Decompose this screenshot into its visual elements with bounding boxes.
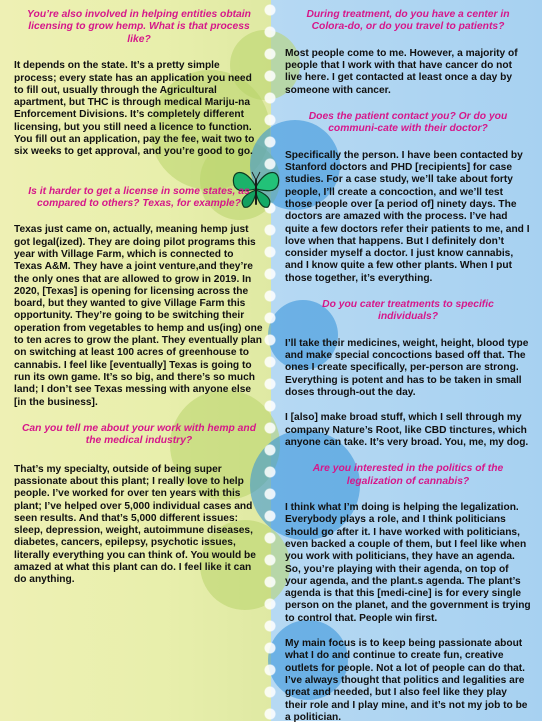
- question-specific-treatments: Do you cater treatments to specific individuals?: [322, 299, 494, 323]
- answer-treatment-center: Most people come to me. However, a majority of people that I work with that have cancer do not live here. I get contacted at least once a day by someone with cancer.: [285, 47, 518, 96]
- question-patient-contact: Does the patient contact you? Or do you communi-cate with their doctor?: [308, 111, 508, 135]
- question-politics: Are you interested in the politics of the legalization of cannabis?: [312, 463, 504, 487]
- question-treatment-center: During treatment, do you have a center in Colora-do, or do you travel to patients?: [306, 9, 510, 33]
- dotted-divider: [262, 0, 278, 721]
- answer-specific-treatments-1: I’ll take their medicines, weight, height, blood type and make special concoctions based off that. The ones I create specifically, per-person are strong. Everything is potent and has to be taken in small doses through-out the day.: [285, 337, 529, 399]
- answer-politics-2: My main focus is to keep being passionate about what I do and continue to create fun, creative outlets for people. Not a lot of people can do that. I’ve always thought that politics and legalities are great and needed, but I also feel like they play their role and I play mine, and it’s not my job to be a politician.: [285, 638, 528, 723]
- question-licensing: You’re also involved in helping entities obtain licensing to grow hemp. What is that process like?: [27, 9, 251, 45]
- answer-license-states: Texas just came on, actually, meaning hemp just got legal(ized). They are doing pilot programs this year with Village Farm, which is connected to Texas A&M. They have a joint venture,and they’re the only ones that are allowed to grow in 2019. In 2020, [Texas] is opening for licensing across the board, but they wanted to give Village Farm this opportunity. They’re going to be switching their operation from vegetables to hemp and us(ing) one to ten acres to grow the plant. They eventually plan on switching at least 100 acres of greenhouse to cannabis. I feel like [eventually] Texas is going to run its own game. It’s so big, and there’s so much land; I don’t see Texas messing with anyone else [in the business].: [14, 224, 263, 408]
- answer-patient-contact: Specifically the person. I have been contacted by Stanford doctors and PHD [recipients] for case studies. For a case study, we’ll take about forty people, I’ll create a concoction, and we’ll test those people over [a period of] ninety days. The doctors are amazed with the process. I’ve had quite a few doctors refer their patients to me, and I love when that happens. But I definitely don’t consider myself a doctor. I just know cannabis, and I know quite a few other plants. When I put those together, it’s everything.: [285, 149, 530, 284]
- answer-licensing: It depends on the state. It’s a pretty simple process; every state has an application you need to fill out, usually through the Agricultural apartment, but THC is through medical Mariju-na Enforcement Divisions. It’s completely different licensing, but you still need a licence to function. You fill out an application, pay the fee, wait two to six weeks to get approval, and you’re good to go.: [14, 60, 255, 158]
- left-column: [14, 0, 264, 587]
- question-license-states: Is it harder to get a license in some states, as compared to others? Texas, for example?: [28, 185, 250, 209]
- right-column: [285, 0, 531, 724]
- answer-politics-1: I think what I’m doing is helping the legalization. Everybody plays a role, and I think politicians should go after it. I have worked with politicians, even backed a couple of them, but I feel like when you work with politicians, they have an agenda. So, you’re playing with their agenda, on top of your agenda, and the plant.s agenda. The plant’s agenda is that this [medi-cine] is for every single person on the planet, and the government is trying to control that. People win first.: [285, 502, 531, 624]
- question-medical-industry: Can you tell me about your work with hemp and the medical industry?: [22, 422, 256, 447]
- answer-medical-industry: That’s my specialty, outside of being super passionate about this plant; I really love to help people. I’ve worked for over ten years with this plant; I’ve helped over 5,000 individual cases and seen results. And that’s 5,000 different issues: sleep, depression, weight, autoimmune diseases, diabetes, cancers, epilepsy, psychotic issues, literally everything you can think of. You would be amazed at what this plant can do. I feel like it can do anything.: [14, 463, 256, 586]
- answer-specific-treatments-2: I [also] make broad stuff, which I sell through my company Nature’s Root, like CBD tinctures, which anyone can take. It’s very broad. You, me, my dog.: [285, 412, 529, 448]
